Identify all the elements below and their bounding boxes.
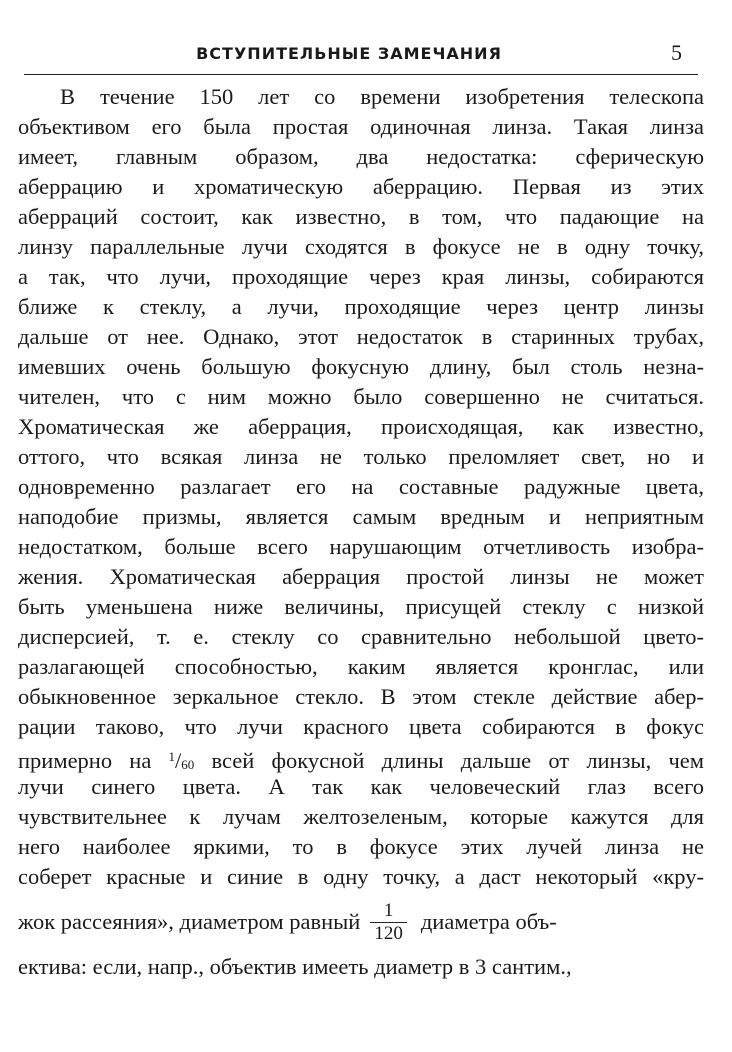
text-line: Хроматическая же аберрация, происходящая, как известно,	[18, 414, 704, 439]
text-line: жения. Хроматическая аберрация простой линзы не может	[18, 564, 704, 589]
text-line: обыкновенное зеркальное стекло. В этом стекле действие абер-	[18, 684, 704, 709]
body-paragraph	[18, 82, 704, 982]
fraction-line-text-after: всей фокусной длины дальше от линзы, чем	[194, 748, 704, 773]
fraction-line-text-before: примерно на	[18, 748, 169, 773]
inline-fraction-numerator: 1	[168, 749, 176, 764]
text-line: чителен, что с ним можно было совершенно не считаться.	[18, 384, 704, 409]
text-line: аберрацию и хроматическую аберрацию. Первая из этих	[18, 174, 704, 199]
text-line: объективом его была простая одиночная линза. Такая линза	[18, 114, 704, 139]
text-line: лучи синего цвета. А так как человеческий глаз всего	[18, 774, 704, 799]
text-line: ектива: если, напр., объектив имееть диаметр в 3 сантим.,	[18, 954, 572, 979]
text-line: одновременно разлагает его на составные радужные цвета,	[18, 474, 704, 499]
text-line: него наиболее яркими, то в фокусе этих лучей линза не	[18, 834, 704, 859]
text-line: разлагающей способностью, каким является кронглас, или	[18, 654, 704, 679]
inline-fraction-denominator: 60	[181, 757, 195, 772]
fraction-denominator: 120	[370, 922, 407, 945]
text-line: рации таково, что лучи красного цвета собираются в фокус	[18, 714, 704, 739]
text-line: быть уменьшена ниже величины, присущей стеклу с низкой	[18, 594, 704, 619]
header-rule	[24, 74, 698, 75]
running-title: ВСТУПИТЕЛЬНЫЕ ЗАМЕЧАНИЯ	[196, 44, 502, 63]
text-line: линзу параллельные лучи сходятся в фокусе не в одну точку,	[18, 234, 704, 259]
text-line: оттого, что всякая линза не только преломляет свет, но и	[18, 444, 704, 469]
text-line: аберраций состоит, как известно, в том, что падающие на	[18, 204, 704, 229]
page-header	[18, 40, 704, 72]
text-line: недостатком, больше всего нарушающим отчетливость изобра-	[18, 534, 704, 559]
text-line: В течение 150 лет со времени изобретения телескопа	[60, 84, 704, 109]
page-number: 5	[671, 40, 682, 65]
text-line: дисперсией, т. е. стеклу со сравнительно небольшой цвето-	[18, 624, 704, 649]
text-line-with-fraction: примерно на $^1$/60 всей фокусной длины дальше от линзы, чем	[18, 748, 704, 773]
text-line: имевших очень большую фокусную длину, был столь незна-	[18, 354, 704, 379]
text-line: ближе к стеклу, а лучи, проходящие через центр линзы	[18, 294, 704, 319]
text-line: а так, что лучи, проходящие через края линзы, собираются	[18, 264, 704, 289]
book-page	[18, 0, 704, 1052]
text-line: чувствительнее к лучам желтозеленым, которые кажутся для	[18, 804, 704, 829]
text-line: дальше от нее. Однако, этот недостаток в старинных трубах,	[18, 324, 704, 349]
fraction-numerator: 1	[383, 899, 394, 921]
text-line: соберет красные и синие в одну точку, а даст некоторый «кру-	[18, 864, 704, 889]
fraction-line-text-before: жок рассеяния», диаметром равный	[18, 909, 361, 934]
stacked-fraction	[370, 900, 407, 945]
text-line: имеет, главным образом, два недостатка: сферическую	[18, 144, 704, 169]
text-line-with-stacked-fraction	[18, 894, 704, 950]
fraction-line-text-after: диаметра объ-	[420, 909, 557, 934]
text-line: наподобие призмы, является самым вредным и неприятным	[18, 504, 704, 529]
